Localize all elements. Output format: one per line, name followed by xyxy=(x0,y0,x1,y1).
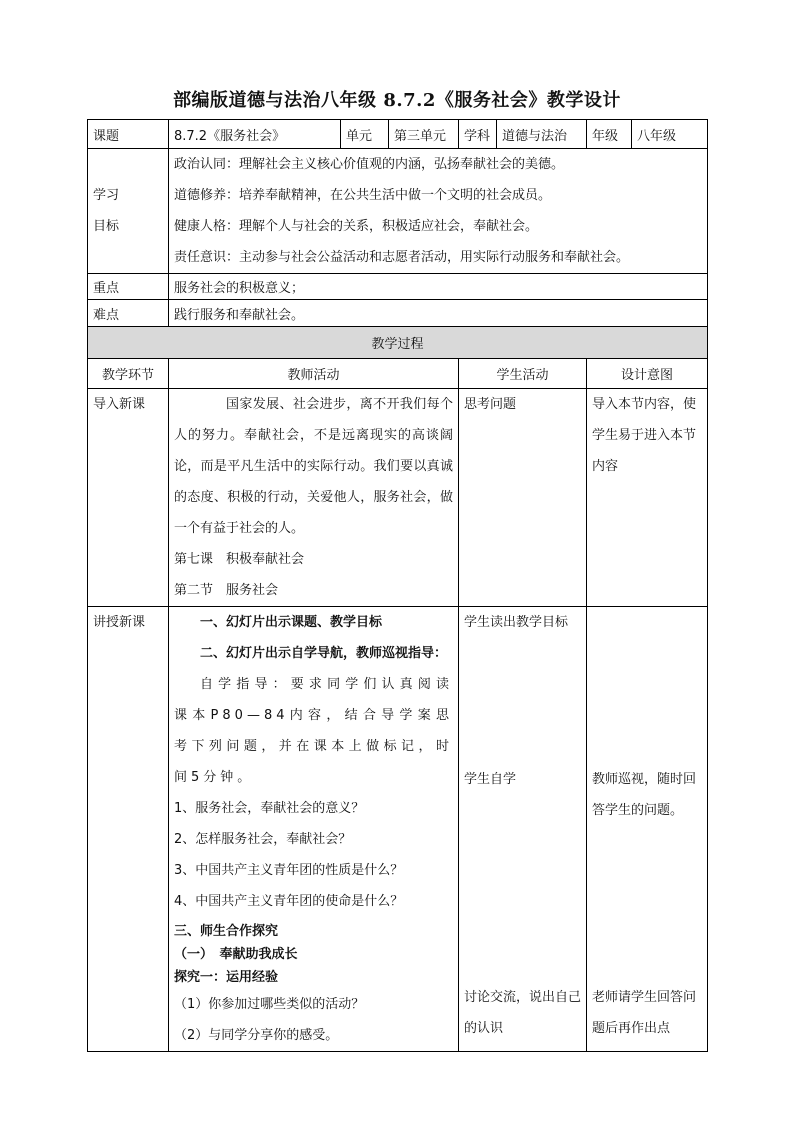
objectives-label-line1: 学习 xyxy=(93,188,120,203)
key-point-label: 重点 xyxy=(88,274,169,300)
objectives-content xyxy=(169,149,708,274)
intro-student: 思考问题 xyxy=(459,389,587,607)
key-point-row xyxy=(88,274,708,300)
student-activity-b: 学生自学 xyxy=(464,772,517,787)
objective-item: 道德修养：培养奉献精神，在公共生活中做一个文明的社会成员。 xyxy=(174,188,552,203)
key-point-value: 服务社会的积极意义； xyxy=(169,274,708,300)
difficulty-row xyxy=(88,300,708,327)
process-title: 教学过程 xyxy=(88,327,708,359)
column-stage: 教学环节 xyxy=(88,359,169,389)
grade-value: 八年级 xyxy=(632,120,708,149)
column-teacher: 教师活动 xyxy=(169,359,459,389)
intro-lesson: 第七课 积极奉献社会 xyxy=(174,552,305,567)
intro-stage: 导入新课 xyxy=(88,389,169,607)
step-3: 三、师生合作探究 xyxy=(174,924,279,939)
objective-item: 政治认同：理解社会主义核心价值观的内涵，弘扬奉献社会的美德。 xyxy=(174,157,565,172)
process-header-row xyxy=(88,359,708,389)
new-lesson-student xyxy=(459,607,587,1052)
question-4: 4、中国共产主义青年团的使命是什么？ xyxy=(174,894,404,909)
process-title-row xyxy=(88,327,708,359)
intent-b: 教师巡视，随时回答学生的问题。 xyxy=(592,772,697,818)
difficulty-value: 践行服务和奉献社会。 xyxy=(169,300,708,327)
unit-label: 单元 xyxy=(341,120,389,149)
intro-paragraph: 国家发展、社会进步，离不开我们每个人的努力。奉献社会，不是远离现实的高谈阔论，而是平凡生活中的实际行动。我们要以真诚的态度、积极的行动，关爱他人，服务社会，做一个有益于社会的人。 xyxy=(174,397,453,536)
question-2: 2、怎样服务社会，奉献社会？ xyxy=(174,832,352,847)
question-1: 1、服务社会，奉献社会的意义？ xyxy=(174,801,365,816)
new-lesson-intent xyxy=(587,607,708,1052)
explore-question-2: （2）与同学分享你的感受。 xyxy=(174,1028,339,1043)
grade-label: 年级 xyxy=(587,120,632,149)
course-value: 8.7.2《服务社会》 xyxy=(169,120,341,149)
objectives-row xyxy=(88,149,708,274)
course-label: 课题 xyxy=(88,120,169,149)
new-lesson-teacher xyxy=(169,607,459,1052)
unit-value: 第三单元 xyxy=(389,120,459,149)
self-study: 自学指导：要求同学们认真阅读课本P80—84内容，结合导学案思考下列问题，并在课本上做标记，时间5分钟。 xyxy=(174,677,453,785)
column-intent: 设计意图 xyxy=(587,359,708,389)
intro-teacher xyxy=(169,389,459,607)
student-activity-a: 学生读出教学目标 xyxy=(464,615,569,630)
new-lesson-stage: 讲授新课 xyxy=(88,607,169,1052)
step-2: 二、幻灯片出示自学导航，教师巡视指导： xyxy=(200,646,448,661)
subject-label: 学科 xyxy=(459,120,497,149)
intro-section: 第二节 服务社会 xyxy=(174,583,279,598)
objective-item: 健康人格：理解个人与社会的关系，积极适应社会，奉献社会。 xyxy=(174,219,539,234)
objective-item: 责任意识：主动参与社会公益活动和志愿者活动，用实际行动服务和奉献社会。 xyxy=(174,250,630,265)
subject-value: 道德与法治 xyxy=(497,120,587,149)
question-3: 3、中国共产主义青年团的性质是什么？ xyxy=(174,863,404,878)
student-activity-c: 讨论交流，说出自己的认识 xyxy=(464,990,582,1036)
step-1: 一、幻灯片出示课题、教学目标 xyxy=(200,615,383,630)
intro-intent: 导入本节内容，使学生易于进入本节内容 xyxy=(587,389,708,607)
objectives-label xyxy=(88,149,169,274)
intent-c: 老师请学生回答问题后再作出点 xyxy=(592,990,697,1036)
difficulty-label: 难点 xyxy=(88,300,169,327)
document-title: 部编版道德与法治八年级 8.7.2《服务社会》教学设计 xyxy=(173,90,621,111)
new-lesson-row xyxy=(88,607,708,1052)
objectives-label-line2: 目标 xyxy=(93,219,120,234)
sub-section-1: （一） 奉献助我成长 xyxy=(174,947,298,962)
header-row xyxy=(88,120,708,149)
explore-1: 探究一：运用经验 xyxy=(174,970,279,985)
lesson-plan-table xyxy=(87,119,708,1052)
column-student: 学生活动 xyxy=(459,359,587,389)
intro-row xyxy=(88,389,708,607)
explore-question-1: （1）你参加过哪些类似的活动？ xyxy=(174,997,365,1012)
